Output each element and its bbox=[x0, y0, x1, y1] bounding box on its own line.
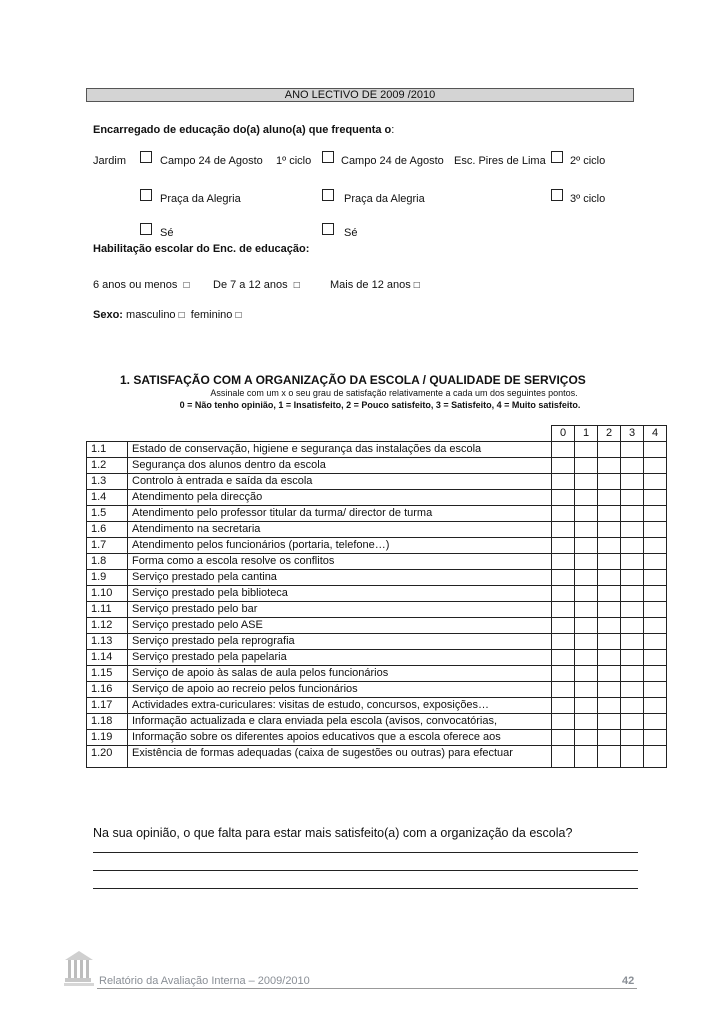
score-cell-4[interactable] bbox=[644, 666, 667, 682]
score-header-0: 0 bbox=[552, 426, 575, 442]
table-row bbox=[87, 746, 667, 768]
score-cell-3[interactable] bbox=[621, 506, 644, 522]
answer-line-3[interactable] bbox=[93, 888, 638, 889]
score-header-1: 1 bbox=[575, 426, 598, 442]
ciclo1-label: 1º ciclo bbox=[276, 155, 312, 167]
score-cell-2[interactable] bbox=[598, 442, 621, 458]
education-label: Habilitação escolar do Enc. de educação: bbox=[93, 243, 310, 255]
answer-line-2[interactable] bbox=[93, 870, 638, 871]
item-text: Informação sobre os diferentes apoios educativos que a escola oferece aos bbox=[128, 730, 552, 746]
score-cell-0[interactable] bbox=[552, 490, 575, 506]
score-cell-3[interactable] bbox=[621, 714, 644, 730]
table-row bbox=[87, 522, 667, 538]
score-cell-2[interactable] bbox=[598, 618, 621, 634]
score-cell-3[interactable] bbox=[621, 650, 644, 666]
education-option-1-box[interactable]: □ bbox=[183, 280, 190, 291]
item-text: Atendimento pela direcção bbox=[128, 490, 552, 506]
score-cell-1[interactable] bbox=[575, 570, 598, 586]
score-cell-4[interactable] bbox=[644, 650, 667, 666]
jardim-praca-label: Praça da Alegria bbox=[160, 193, 241, 205]
table-row bbox=[87, 618, 667, 634]
item-text: Serviço de apoio ao recreio pelos funcionários bbox=[128, 682, 552, 698]
jardim-label: Jardim bbox=[93, 155, 127, 167]
score-cell-4[interactable] bbox=[644, 714, 667, 730]
guardian-question bbox=[93, 124, 394, 137]
footer-page-number: 42 bbox=[622, 975, 635, 987]
item-text: Serviço prestado pelo bar bbox=[128, 602, 552, 618]
score-cell-3[interactable] bbox=[621, 586, 644, 602]
ciclo1-se-label: Sé bbox=[344, 227, 358, 239]
item-number: 1.12 bbox=[87, 618, 128, 634]
score-cell-3[interactable] bbox=[621, 490, 644, 506]
score-cell-2[interactable] bbox=[598, 666, 621, 682]
score-cell-2[interactable] bbox=[598, 554, 621, 570]
ciclo3-label: 3º ciclo bbox=[570, 193, 606, 205]
score-cell-3[interactable] bbox=[621, 570, 644, 586]
item-text: Existência de formas adequadas (caixa de sugestões ou outras) para efectuar bbox=[128, 746, 552, 768]
table-row bbox=[87, 698, 667, 714]
table-row bbox=[87, 458, 667, 474]
score-cell-2[interactable] bbox=[598, 634, 621, 650]
score-cell-1[interactable] bbox=[575, 442, 598, 458]
item-text: Atendimento pelos funcionários (portaria, telefone…) bbox=[128, 538, 552, 554]
score-cell-2[interactable] bbox=[598, 490, 621, 506]
score-cell-1[interactable] bbox=[575, 650, 598, 666]
table-row bbox=[87, 634, 667, 650]
score-header-4: 4 bbox=[644, 426, 667, 442]
score-cell-1[interactable] bbox=[575, 714, 598, 730]
table-row bbox=[87, 490, 667, 506]
item-text: Serviço prestado pela biblioteca bbox=[128, 586, 552, 602]
header-blank-text bbox=[128, 426, 535, 442]
score-cell-1[interactable] bbox=[575, 634, 598, 650]
pires-lima-label: Esc. Pires de Lima bbox=[454, 155, 546, 167]
score-cell-0[interactable] bbox=[552, 618, 575, 634]
item-text: Serviço de apoio às salas de aula pelos funcionários bbox=[128, 666, 552, 682]
score-cell-4[interactable] bbox=[644, 538, 667, 554]
item-number: 1.14 bbox=[87, 650, 128, 666]
education-option-3-box[interactable]: □ bbox=[413, 280, 420, 291]
item-number: 1.20 bbox=[87, 746, 128, 768]
score-cell-3[interactable] bbox=[621, 458, 644, 474]
score-cell-0[interactable] bbox=[552, 650, 575, 666]
score-cell-1[interactable] bbox=[575, 474, 598, 490]
score-cell-3[interactable] bbox=[621, 746, 644, 768]
score-cell-4[interactable] bbox=[644, 586, 667, 602]
score-cell-2[interactable] bbox=[598, 602, 621, 618]
footer-report-title: Relatório da Avaliação Interna – 2009/2010 bbox=[99, 975, 310, 987]
score-cell-4[interactable] bbox=[644, 458, 667, 474]
score-cell-2[interactable] bbox=[598, 682, 621, 698]
score-cell-2[interactable] bbox=[598, 506, 621, 522]
score-cell-0[interactable] bbox=[552, 682, 575, 698]
education-option-1[interactable] bbox=[93, 279, 190, 292]
table-row bbox=[87, 666, 667, 682]
table-row bbox=[87, 586, 667, 602]
ciclo1-campo-label: Campo 24 de Agosto bbox=[341, 155, 444, 167]
school-year-banner: ANO LECTIVO DE 2009 /2010 bbox=[86, 88, 634, 102]
score-cell-1[interactable] bbox=[575, 746, 598, 768]
item-number: 1.8 bbox=[87, 554, 128, 570]
score-cell-3[interactable] bbox=[621, 442, 644, 458]
education-option-3[interactable] bbox=[330, 279, 420, 292]
score-cell-0[interactable] bbox=[552, 458, 575, 474]
jardim-campo-label: Campo 24 de Agosto bbox=[160, 155, 263, 167]
score-cell-1[interactable] bbox=[575, 522, 598, 538]
score-cell-1[interactable] bbox=[575, 458, 598, 474]
score-cell-4[interactable] bbox=[644, 506, 667, 522]
score-cell-1[interactable] bbox=[575, 554, 598, 570]
item-text: Forma como a escola resolve os conflitos bbox=[128, 554, 552, 570]
score-cell-2[interactable] bbox=[598, 746, 621, 768]
ciclo1-praca-label: Praça da Alegria bbox=[344, 193, 425, 205]
score-cell-1[interactable] bbox=[575, 490, 598, 506]
score-cell-3[interactable] bbox=[621, 474, 644, 490]
education-option-2-label: De 7 a 12 anos bbox=[213, 279, 288, 291]
score-cell-0[interactable] bbox=[552, 714, 575, 730]
score-cell-3[interactable] bbox=[621, 538, 644, 554]
item-text: Controlo à entrada e saída da escola bbox=[128, 474, 552, 490]
table-header-row bbox=[87, 426, 667, 442]
ciclo1-se-checkbox[interactable] bbox=[322, 223, 334, 235]
item-text: Serviço prestado pelo ASE bbox=[128, 618, 552, 634]
item-number: 1.11 bbox=[87, 602, 128, 618]
score-cell-4[interactable] bbox=[644, 730, 667, 746]
item-number: 1.3 bbox=[87, 474, 128, 490]
ciclo3-checkbox[interactable] bbox=[551, 189, 563, 201]
jardim-se-checkbox[interactable] bbox=[140, 223, 152, 235]
score-cell-3[interactable] bbox=[621, 682, 644, 698]
item-number: 1.4 bbox=[87, 490, 128, 506]
score-cell-4[interactable] bbox=[644, 522, 667, 538]
score-cell-3[interactable] bbox=[621, 730, 644, 746]
score-cell-1[interactable] bbox=[575, 666, 598, 682]
score-cell-3[interactable] bbox=[621, 698, 644, 714]
sex-female-box[interactable]: □ bbox=[235, 310, 242, 321]
sex-male-label: masculino bbox=[126, 309, 176, 321]
score-cell-0[interactable] bbox=[552, 474, 575, 490]
jardim-checkbox[interactable] bbox=[140, 151, 152, 163]
item-text: Actividades extra-curiculares: visitas de estudo, concursos, exposições… bbox=[128, 698, 552, 714]
item-number: 1.16 bbox=[87, 682, 128, 698]
score-cell-4[interactable] bbox=[644, 554, 667, 570]
education-option-1-label: 6 anos ou menos bbox=[93, 279, 178, 291]
item-number: 1.10 bbox=[87, 586, 128, 602]
score-cell-3[interactable] bbox=[621, 666, 644, 682]
score-cell-1[interactable] bbox=[575, 730, 598, 746]
score-cell-4[interactable] bbox=[644, 746, 667, 768]
score-cell-3[interactable] bbox=[621, 602, 644, 618]
score-cell-1[interactable] bbox=[575, 586, 598, 602]
score-cell-3[interactable] bbox=[621, 522, 644, 538]
score-cell-4[interactable] bbox=[644, 634, 667, 650]
score-header-2: 2 bbox=[598, 426, 621, 442]
item-number: 1.7 bbox=[87, 538, 128, 554]
table-row bbox=[87, 506, 667, 522]
section1-scale: 0 = Não tenho opinião, 1 = Insatisfeito, 2 = Pouco satisfeito, 3 = Satisfeito, 4 = Muito satisfeito. bbox=[179, 400, 581, 410]
guardian-question-label: Encarregado de educação do(a) aluno(a) que frequenta o bbox=[93, 124, 392, 136]
table-row bbox=[87, 650, 667, 666]
table-row bbox=[87, 554, 667, 570]
education-option-2[interactable] bbox=[213, 279, 300, 292]
item-number: 1.6 bbox=[87, 522, 128, 538]
table-row bbox=[87, 538, 667, 554]
table-row bbox=[87, 682, 667, 698]
item-number: 1.17 bbox=[87, 698, 128, 714]
ciclo1-campo-checkbox[interactable] bbox=[322, 151, 334, 163]
ciclo2-checkbox[interactable] bbox=[551, 151, 563, 163]
score-header-3: 3 bbox=[621, 426, 644, 442]
score-cell-4[interactable] bbox=[644, 698, 667, 714]
item-text: Atendimento na secretaria bbox=[128, 522, 552, 538]
item-number: 1.9 bbox=[87, 570, 128, 586]
score-cell-1[interactable] bbox=[575, 506, 598, 522]
sex-male-box[interactable]: □ bbox=[178, 310, 185, 321]
item-number: 1.5 bbox=[87, 506, 128, 522]
jardim-se-label: Sé bbox=[160, 227, 174, 239]
score-cell-3[interactable] bbox=[621, 618, 644, 634]
score-cell-2[interactable] bbox=[598, 714, 621, 730]
table-row bbox=[87, 442, 667, 458]
score-cell-0[interactable] bbox=[552, 554, 575, 570]
section1-title: 1. SATISFAÇÃO COM A ORGANIZAÇÃO DA ESCOLA / QUALIDADE DE SERVIÇOS bbox=[120, 373, 586, 387]
ciclo1-praca-checkbox[interactable] bbox=[322, 189, 334, 201]
guardian-question-colon: : bbox=[391, 124, 395, 136]
answer-line-1[interactable] bbox=[93, 852, 638, 853]
score-cell-0[interactable] bbox=[552, 522, 575, 538]
score-cell-0[interactable] bbox=[552, 666, 575, 682]
score-cell-0[interactable] bbox=[552, 602, 575, 618]
score-cell-1[interactable] bbox=[575, 682, 598, 698]
score-cell-0[interactable] bbox=[552, 586, 575, 602]
score-cell-4[interactable] bbox=[644, 570, 667, 586]
score-cell-0[interactable] bbox=[552, 634, 575, 650]
score-cell-2[interactable] bbox=[598, 650, 621, 666]
item-text: Informação actualizada e clara enviada pela escola (avisos, convocatórias, bbox=[128, 714, 552, 730]
education-option-3-label: Mais de 12 anos bbox=[330, 279, 411, 291]
score-cell-0[interactable] bbox=[552, 746, 575, 768]
section1-instruction: Assinale com um x o seu grau de satisfação relativamente a cada um dos seguintes pontos. bbox=[210, 388, 578, 398]
score-cell-4[interactable] bbox=[644, 474, 667, 490]
score-cell-0[interactable] bbox=[552, 442, 575, 458]
open-question: Na sua opinião, o que falta para estar mais satisfeito(a) com a organização da escola? bbox=[93, 826, 573, 840]
item-text: Estado de conservação, higiene e segurança das instalações da escola bbox=[128, 442, 552, 458]
item-number: 1.18 bbox=[87, 714, 128, 730]
score-cell-0[interactable] bbox=[552, 538, 575, 554]
education-option-2-box[interactable]: □ bbox=[293, 280, 300, 291]
item-number: 1.2 bbox=[87, 458, 128, 474]
score-cell-2[interactable] bbox=[598, 730, 621, 746]
item-text: Serviço prestado pela papelaria bbox=[128, 650, 552, 666]
score-cell-0[interactable] bbox=[552, 506, 575, 522]
score-cell-3[interactable] bbox=[621, 554, 644, 570]
score-cell-2[interactable] bbox=[598, 522, 621, 538]
score-cell-3[interactable] bbox=[621, 634, 644, 650]
header-blank-num bbox=[87, 426, 128, 442]
ciclo2-label: 2º ciclo bbox=[570, 155, 606, 167]
score-cell-2[interactable] bbox=[598, 538, 621, 554]
item-text: Segurança dos alunos dentro da escola bbox=[128, 458, 552, 474]
score-cell-0[interactable] bbox=[552, 570, 575, 586]
item-number: 1.19 bbox=[87, 730, 128, 746]
score-cell-0[interactable] bbox=[552, 698, 575, 714]
table-row bbox=[87, 474, 667, 490]
sex-label: Sexo: bbox=[93, 309, 123, 321]
item-text: Serviço prestado pela reprografia bbox=[128, 634, 552, 650]
score-cell-4[interactable] bbox=[644, 618, 667, 634]
item-number: 1.13 bbox=[87, 634, 128, 650]
table-row bbox=[87, 714, 667, 730]
score-cell-4[interactable] bbox=[644, 682, 667, 698]
score-cell-1[interactable] bbox=[575, 698, 598, 714]
school-logo-icon bbox=[63, 948, 95, 990]
sex-female-label: feminino bbox=[190, 309, 233, 321]
score-cell-2[interactable] bbox=[598, 570, 621, 586]
item-text: Serviço prestado pela cantina bbox=[128, 570, 552, 586]
score-cell-1[interactable] bbox=[575, 538, 598, 554]
score-cell-1[interactable] bbox=[575, 602, 598, 618]
footer-rule bbox=[97, 988, 637, 989]
score-cell-1[interactable] bbox=[575, 618, 598, 634]
score-cell-2[interactable] bbox=[598, 698, 621, 714]
table-row bbox=[87, 570, 667, 586]
score-cell-2[interactable] bbox=[598, 586, 621, 602]
score-cell-0[interactable] bbox=[552, 730, 575, 746]
score-cell-4[interactable] bbox=[644, 442, 667, 458]
sex-row bbox=[93, 309, 241, 322]
jardim-praca-checkbox[interactable] bbox=[140, 189, 152, 201]
score-cell-4[interactable] bbox=[644, 490, 667, 506]
score-cell-2[interactable] bbox=[598, 458, 621, 474]
table-row bbox=[87, 602, 667, 618]
score-cell-2[interactable] bbox=[598, 474, 621, 490]
item-number: 1.1 bbox=[87, 442, 128, 458]
table-row bbox=[87, 730, 667, 746]
score-cell-4[interactable] bbox=[644, 602, 667, 618]
item-text: Atendimento pelo professor titular da turma/ director de turma bbox=[128, 506, 552, 522]
header-blank-gap bbox=[535, 426, 552, 442]
satisfaction-table bbox=[86, 425, 667, 768]
item-number: 1.15 bbox=[87, 666, 128, 682]
